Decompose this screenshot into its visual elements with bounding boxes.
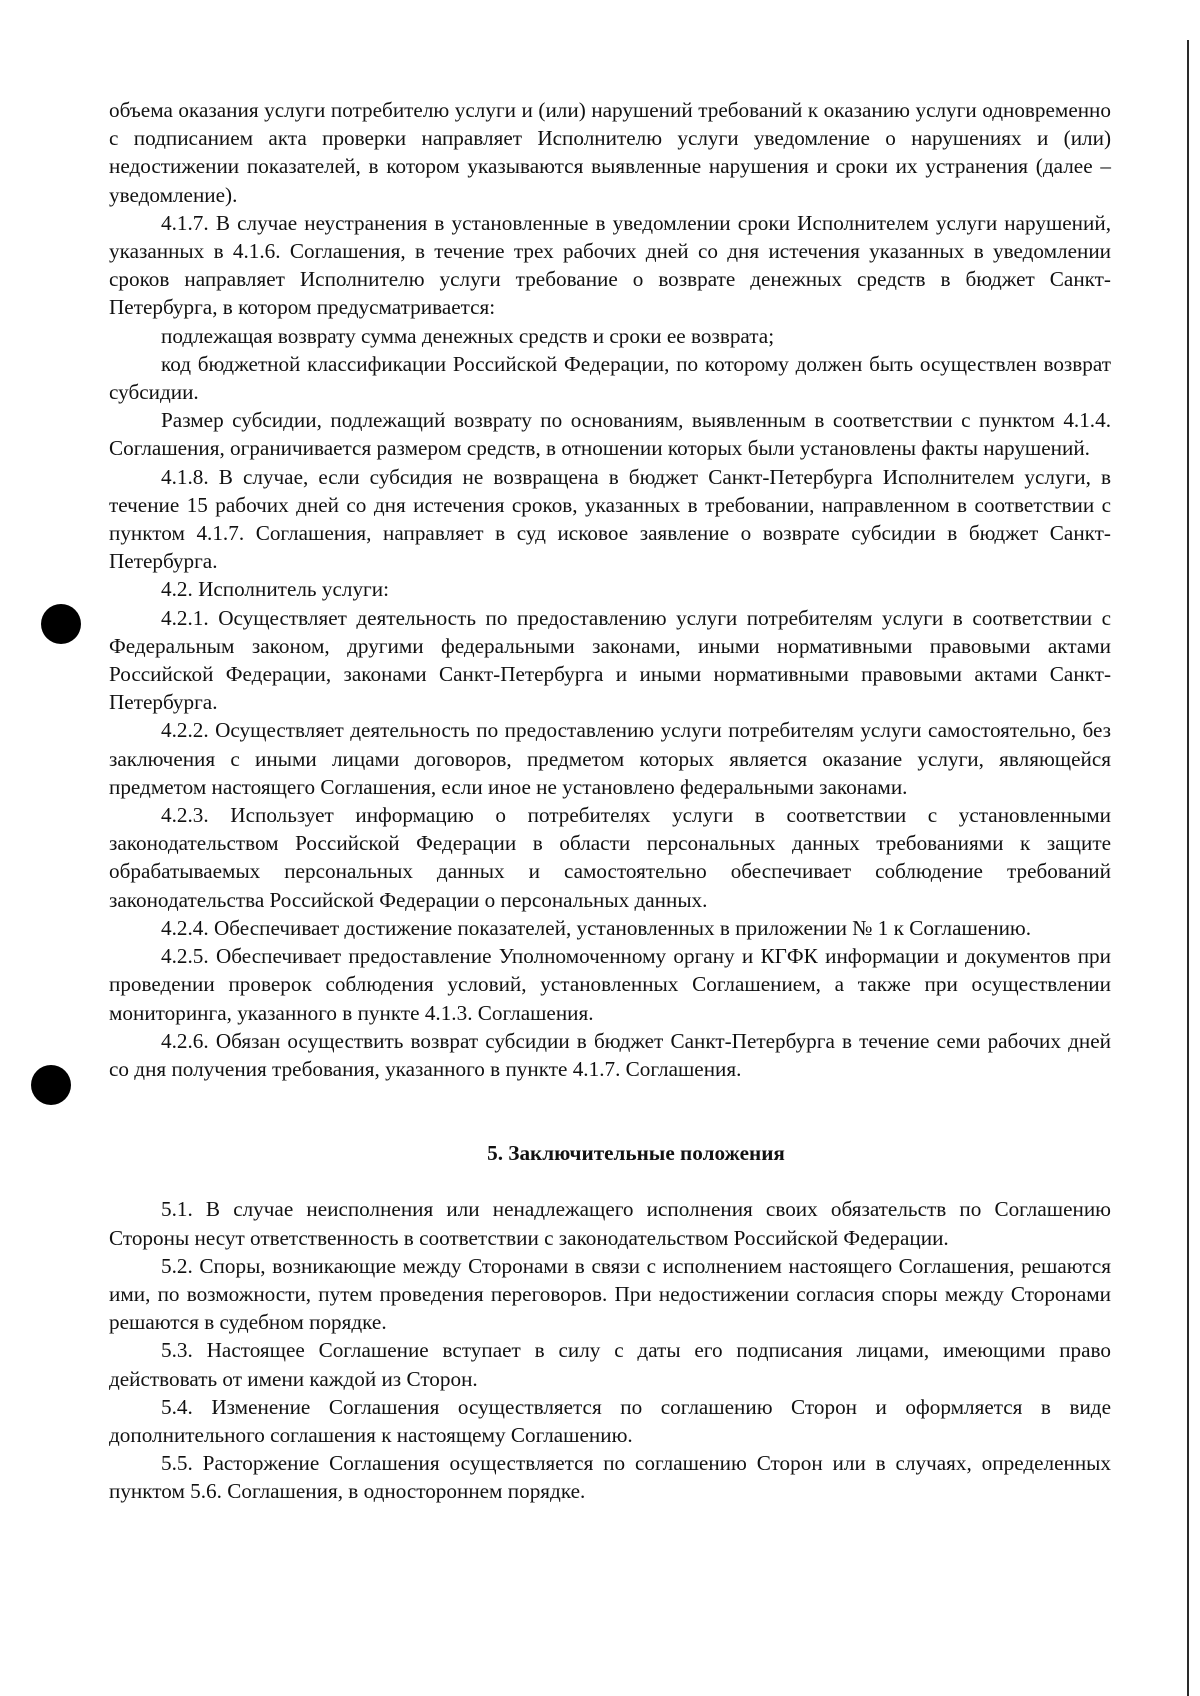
paragraph-4-2-2: 4.2.2. Осуществляет деятельность по предоставлению услуги потребителям услуги самостоятельно, без заключения с иными лицами договоров, предметом которых является оказание услуги, являющейся предметом настоящего Соглашения, если иное не установлено федеральными законами. <box>109 718 1111 799</box>
paragraph-5-3: 5.3. Настоящее Соглашение вступает в силу с даты его подписания лицами, имеющими право действовать от имени каждой из Сторон. <box>109 1338 1111 1391</box>
paragraph-4-1-8: 4.1.8. В случае, если субсидия не возвращена в бюджет Санкт-Петербурга Исполнителем услуги, в течение 15 рабочих дней со дня истечения сроков, указанных в требовании, направленном в соответствии с пунктом 4.1.7. Соглашения, направляет в суд исковое заявление о возврате субсидии в бюджет Санкт-Петербурга. <box>109 464 1111 574</box>
section-heading: 5. Заключительные положения <box>487 1141 785 1166</box>
spacer <box>109 1083 1111 1139</box>
paragraph: объема оказания услуги потребителю услуги и (или) нарушений требований к оказанию услуги одновременно с подписанием акта проверки направляет Исполнителю услуги уведомление о нарушениях и (или) недостижении показателей, в котором указываются выявленные нарушения и сроки их устранения (далее – уведомление). <box>109 98 1111 207</box>
paragraph-5-1: 5.1. В случае неисполнения или ненадлежащего исполнения своих обязательств по Соглашению Стороны несут ответственность в соответствии с законодательством Российской Федерации. <box>109 1197 1111 1250</box>
punch-hole-mark <box>31 1065 71 1105</box>
spacer <box>109 1167 1111 1195</box>
paragraph-4-1-7: 4.1.7. В случае неустранения в установленные в уведомлении сроки Исполнителем услуги нарушений, указанных в 4.1.6. Соглашения, в течение трех рабочих дней со дня истечения указанных в уведомлении сроков направляет Исполнителю услуги требование о возврате денежных средств в бюджет Санкт-Петербурга, в котором предусматривается: <box>109 210 1111 320</box>
paragraph: Размер субсидии, подлежащий возврату по основаниям, выявленным в соответствии с пунктом 4.1.4. Соглашения, ограничивается размером средств, в отношении которых были установлены факты нарушений. <box>109 408 1111 461</box>
paragraph: подлежащая возврату сумма денежных средств и сроки ее возврата; <box>161 323 775 348</box>
paragraph-4-2-5: 4.2.5. Обеспечивает предоставление Уполномоченному органу и КГФК информации и документов при проведении проверок соблюдения условий, установленных Соглашением, а также при осуществлении мониторинга, указанного в пункте 4.1.3. Соглашения. <box>109 944 1111 1025</box>
paragraph-4-2-3: 4.2.3. Использует информацию о потребителях услуги в соответствии с установленными законодательством Российской Федерации в области персональных данных требованиями к защите обрабатываемых персональных данных и самостоятельно обеспечивает соблюдение требований законодательства Российской Федерации о персональных данных. <box>109 803 1111 912</box>
paragraph-4-2-4: 4.2.4. Обеспечивает достижение показателей, установленных в приложении № 1 к Соглашению. <box>161 915 1032 940</box>
paragraph-4-2-6: 4.2.6. Обязан осуществить возврат субсидии в бюджет Санкт-Петербурга в течение семи рабочих дней со дня получения требования, указанного в пункте 4.1.7. Соглашения. <box>109 1028 1111 1081</box>
punch-hole-mark <box>41 604 81 644</box>
document-body <box>109 96 1111 1506</box>
paragraph-4-2: 4.2. Исполнитель услуги: <box>161 577 389 602</box>
paragraph-5-5: 5.5. Расторжение Соглашения осуществляется по соглашению Сторон или в случаях, определенных пунктом 5.6. Соглашения, в одностороннем порядке. <box>109 1451 1111 1504</box>
paragraph-5-2: 5.2. Споры, возникающие между Сторонами в связи с исполнением настоящего Соглашения, решаются ими, по возможности, путем проведения переговоров. При недостижении согласия споры между Сторонами решаются в судебном порядке. <box>109 1253 1111 1335</box>
scan-edge-line <box>1187 40 1189 1696</box>
paragraph-4-2-1: 4.2.1. Осуществляет деятельность по предоставлению услуги потребителям услуги в соответствии с Федеральным законом, другими федеральными законами, иными нормативными правовыми актами Российской Федерации, законами Санкт-Петербурга и иными нормативными правовыми актами Санкт-Петербурга. <box>109 605 1111 715</box>
paragraph: код бюджетной классификации Российской Федерации, по которому должен быть осуществлен возврат субсидии. <box>109 351 1111 405</box>
paragraph-5-4: 5.4. Изменение Соглашения осуществляется по соглашению Сторон и оформляется в виде дополнительного соглашения к настоящему Соглашению. <box>109 1394 1111 1447</box>
